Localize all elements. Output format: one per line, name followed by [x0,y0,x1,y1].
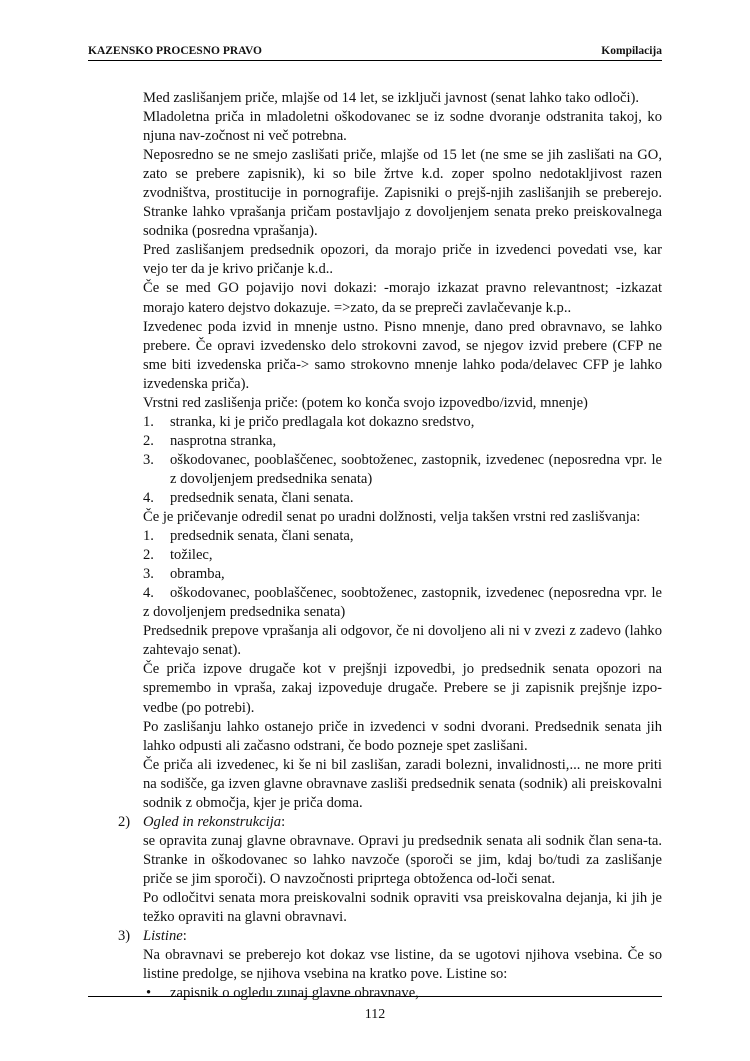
paragraph: Neposredno se ne smejo zaslišati priče, mlajše od 15 let (ne sme se jih zaslišati na GO, zato se prebere zapisnik), ki so bile žrtve k.d. zoper spolno nedotakljivost razen zvodništva, prostitucije in pornografije. Zapisniki o prejš-njih zaslišanjih se preberejo. Stranke lahko vprašanja pričam postavljajo z dovoljenjem senata preko preiskovalnega sodnika (posredna vprašanja). [143,147,662,240]
paragraph: Na obravnavi se preberejo kot dokaz vse listine, da se ugotovi njihova vsebina. Če so listine predolge, se njihova vsebina na kratko pove. Listine so: [143,947,662,983]
section-title: Listine [143,928,183,945]
list-number: 4. [143,585,154,602]
paragraph: se opravita zunaj glavne obravnave. Opravi ju predsednik senata ali sodnik član sena-ta. Stranke in oškodovanec so lahko navzoče (sporoči se jim, kdaj bo/tudi za zaslišanje priče se jim sporoči). O navzočnosti priprtega obtoženca od-loči senat. [143,832,662,887]
section-number: 2) [118,813,131,830]
list-text: nasprotna stranka, [170,432,277,449]
page-header [88,44,662,61]
list-number: 1. [143,528,154,545]
paragraph: Predsednik prepove vprašanja ali odgovor, če ni dovoljeno ali ni v zvezi z zadevo (lahko zahtevajo senat). [143,623,662,659]
bullet-list [143,984,662,1003]
list-item [143,451,662,489]
paragraph: Če je pričevanje odredil senat po uradni dolžnosti, velja takšen vrstni red zaslišvanja: [143,509,641,526]
section-heading [143,813,662,832]
bullet-text: zapisnik o ogledu zunaj glavne obravnave, [170,985,419,1002]
list-text: predsednik senata, člani senata, [170,528,354,545]
order-list-ex-officio [143,527,662,622]
section-inspection [118,813,662,927]
section-heading [143,927,662,946]
section-colon: : [281,813,286,830]
list-text: tožilec, [170,547,213,564]
list-text: predsednik senata, člani senata. [170,489,354,506]
paragraph: Mladoletna priča in mladoletni oškodovanec se iz sodne dvoranje odstranita takoj, ko njuna nav-zočnost ni več potrebna. [143,109,662,145]
list-text: oškodovanec, pooblaščenec, soobtoženec, zastopnik, izvedenec (neposredna vpr. le z dovoljenjem predsednika senata) [143,585,662,621]
list-number: 4. [143,489,154,506]
list-number: 1. [143,413,154,430]
paragraph: Med zaslišanjem priče, mlajše od 14 let, se izključi javnost (senat lahko tako odloči). [143,90,640,106]
list-item [143,565,662,584]
list-item [143,584,662,622]
order-list-parties [143,413,662,508]
paragraph: Če priča izpove drugače kot v prejšnji izpovedbi, jo predsednik senata opozori na spremembo in vpraša, zakaj izpoveduje drugače. Prebere se ji zapisnik prejšnje izpo-vedbe (po potrebi). [143,661,662,716]
page-body [118,89,662,1003]
section-title: Ogled in rekonstrukcija [143,813,282,830]
paragraph: Vrstni red zaslišenja priče: (potem ko konča svojo izpovedbo/izvid, mnenje) [143,394,588,411]
paragraph: Po zaslišanju lahko ostanejo priče in izvedenci v sodni dvorani. Predsednik senata jih lahko odpusti ali začasno odstrani, če bodo pozneje spet zaslišani. [143,718,662,754]
list-number: 3. [143,451,154,468]
list-item [143,489,662,508]
footer-divider [88,996,662,997]
paragraph: Če priča ali izvedenec, ki še ni bil zaslišan, zaradi bolezni, invalidnosti,... ne more priti na sodišče, ga izven glavne obravnave zasliši predsednik senata (sodnik) ali preiskovalni sodnik z območja, kjer je priča doma. [143,756,662,811]
list-text: stranka, ki je pričo predlagala kot dokazno sredstvo, [170,413,475,430]
section-documents [118,927,662,1003]
paragraph: Izvedenec poda izvid in mnenje ustno. Pisno mnenje, dano pred obravnavo, se lahko prebere. Če opravi izvedensko delo strokovni zavod, se njegov izvid prebere (CFP ne sme biti izvedenska priča-> samo strokovno mnenje lahko poda/delavec CFP je lahko izvedenska priča). [143,318,662,392]
paragraph: Če se med GO pojavijo novi dokazi: -morajo izkazat pravno relevantnost; -izkazat morajo katero dejstvo dokazuje. =>zato, da se prepreči zavlačevanje k.p.. [143,280,662,316]
list-text: oškodovanec, pooblaščenec, soobtoženec, zastopnik, izvedenec (neposredna vpr. le z dovoljenjem predsednika senata) [170,451,662,487]
bullet-icon: • [146,985,152,1002]
paragraph: Po odločitvi senata mora preiskovalni sodnik opraviti vsa preiskovalna dejanja, ki jih je težko opraviti na glavni obravnavi. [143,889,662,926]
list-item [143,413,662,432]
paragraph: Pred zaslišanjem predsednik opozori, da morajo priče in izvedenci povedati vse, kar vejo ter da je krivo pričanje k.d.. [143,242,662,278]
section-colon: : [182,928,187,945]
header-title: KAZENSKO PROCESNO PRAVO [88,45,262,57]
list-item [143,546,662,565]
list-number: 2. [143,432,154,449]
header-subtitle: Kompilacija [601,45,662,57]
bullet-item [143,984,662,1003]
list-number: 3. [143,566,154,583]
section-number: 3) [118,928,131,945]
list-item [143,432,662,451]
list-item [143,527,662,546]
list-text: obramba, [170,566,225,583]
page-number: 112 [364,1007,386,1022]
list-number: 2. [143,547,154,564]
